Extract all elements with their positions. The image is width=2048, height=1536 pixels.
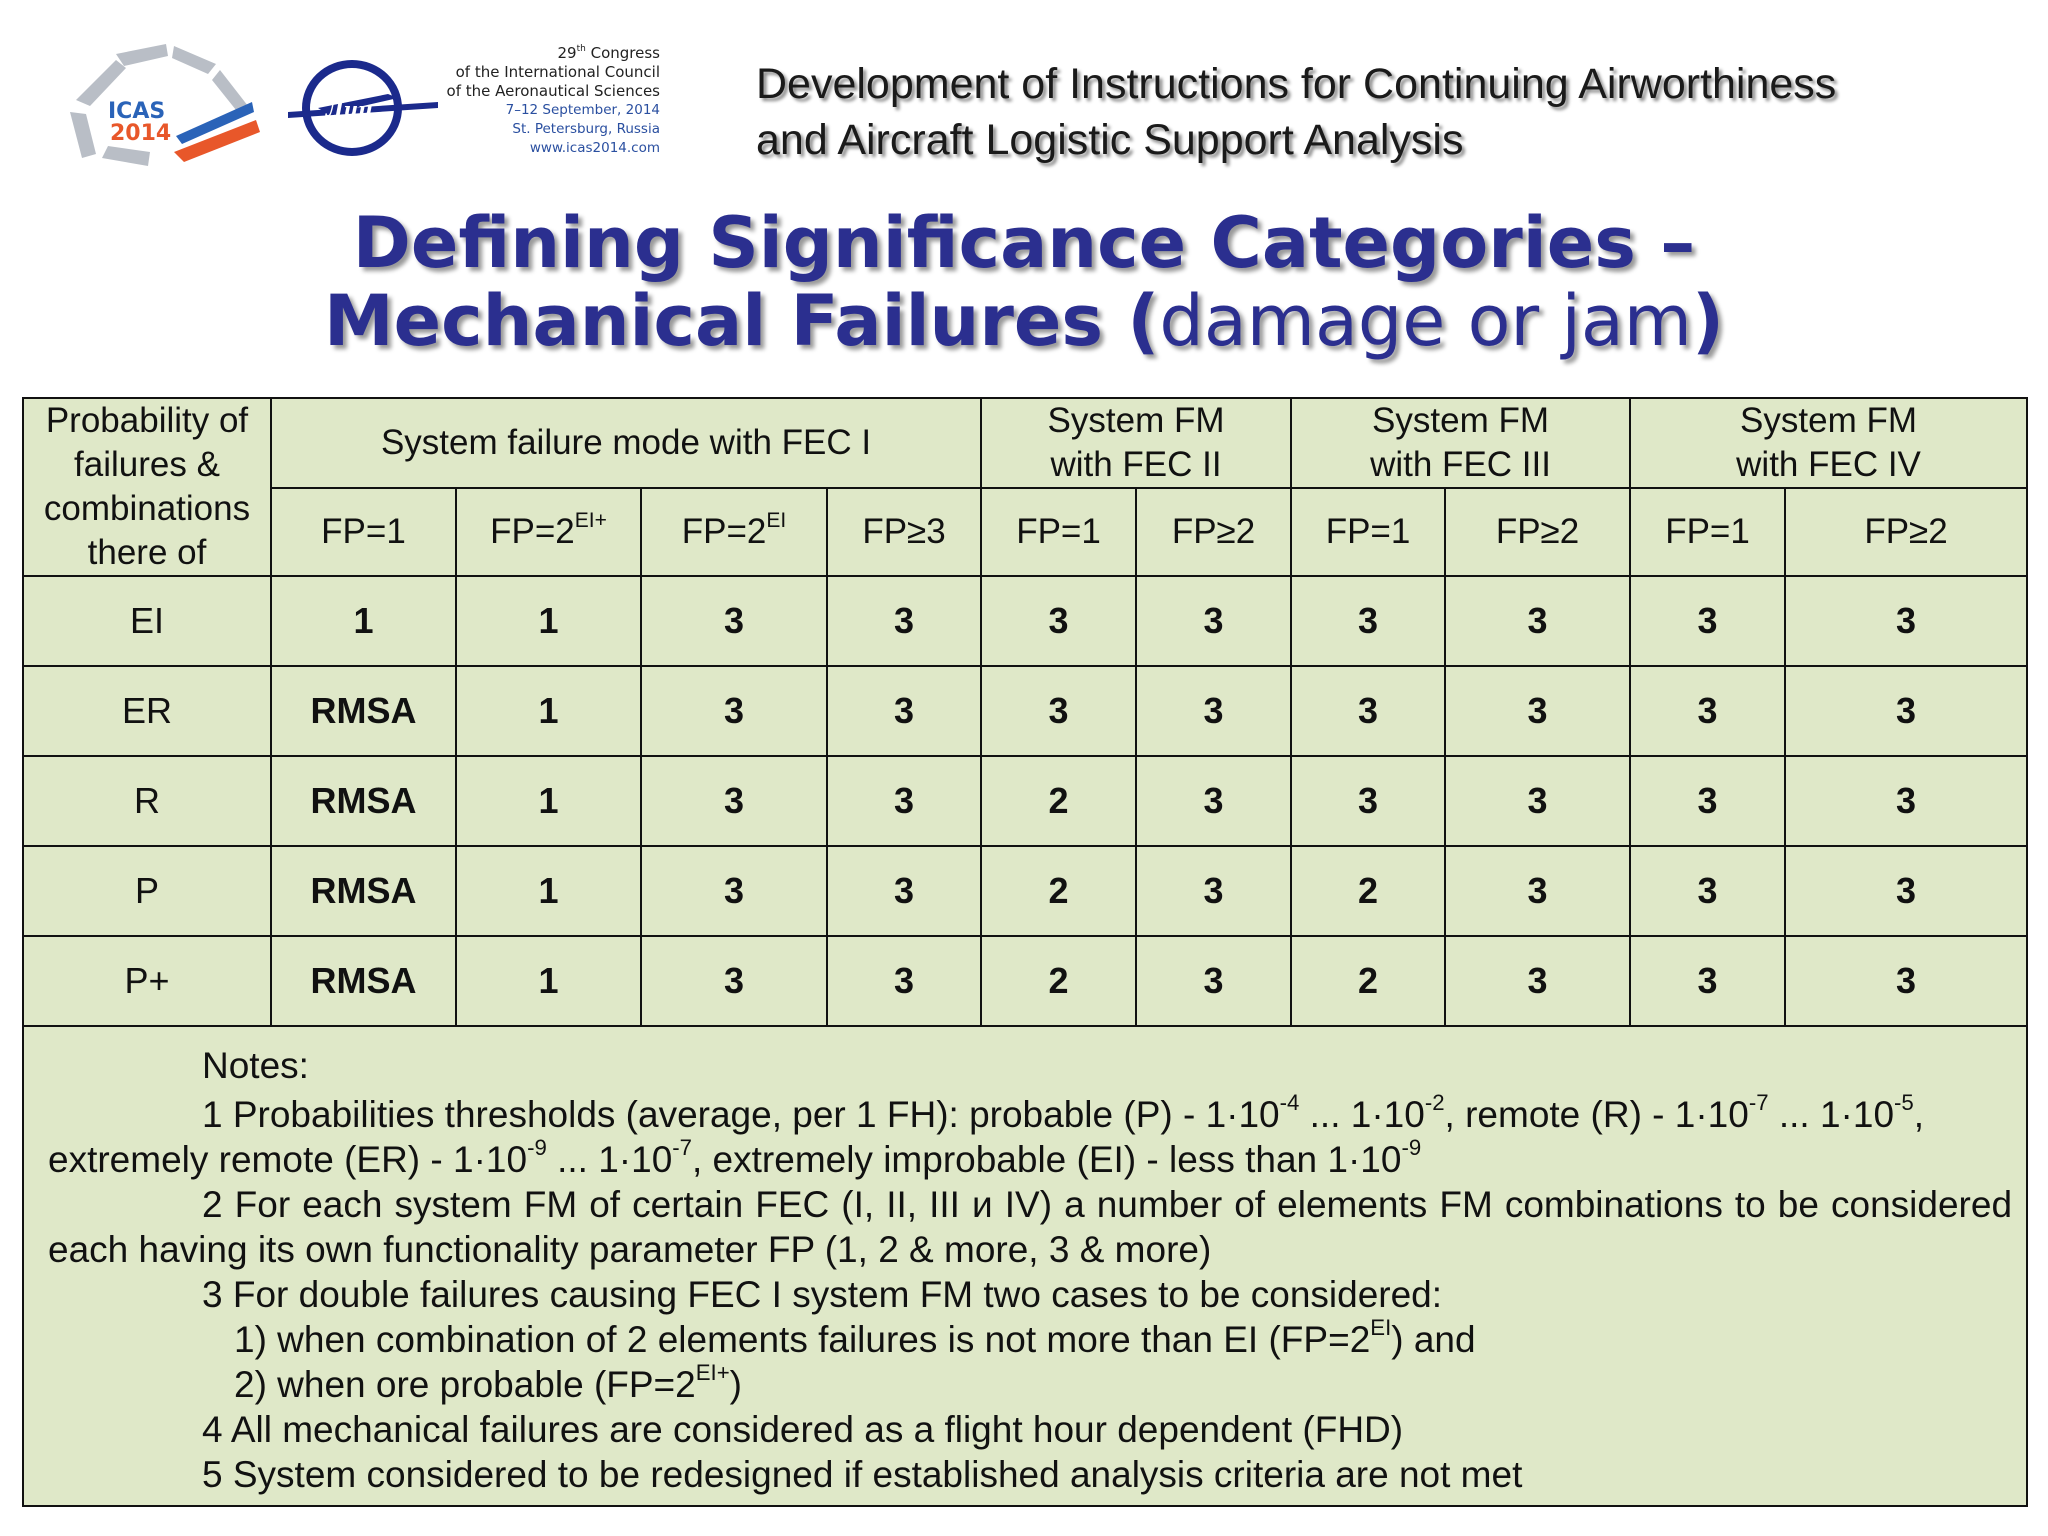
note-1-line-1: 1 Probabilities thresholds (average, per 1 FH): probable $(P) - 1\cdot 10^{-4}$ ... $1\cdot 10^{-2}$, remote $(R) - 1\cdot 10^{-7}$ ... $1\cdot 10^{-5}$, [202,1090,1925,1135]
significance-category-cell: 3 [1291,756,1445,846]
table-row [23,756,2027,846]
significance-category-cell: 1 [456,846,641,936]
significance-category-cell: 3 [827,846,981,936]
congress-location: St. Petersburg, Russia [512,121,660,137]
significance-category-cell: 3 [1445,936,1630,1026]
significance-category-cell: 3 [641,576,827,666]
significance-category-cell: 2 [1291,846,1445,936]
note-3-case-2: 2) when ore probable $(FP=2^{EI+})$ [234,1360,742,1405]
significance-category-cell: 3 [641,846,827,936]
probability-label-cell: P+ [23,936,271,1026]
significance-category-cell: 1 [456,936,641,1026]
significance-category-cell: RMSA [271,846,456,936]
significance-category-cell: 2 [981,756,1136,846]
significance-category-cell: 3 [1630,846,1785,936]
table-row [23,936,2027,1026]
subheader-cell: $FP=2^{EI}$ [641,488,827,576]
subheader-cell: $FP=2^{EI+}$ [456,488,641,576]
slide-title [0,204,2048,360]
notes-cell [23,1026,2027,1506]
significance-category-cell: 3 [1630,576,1785,666]
congress-line-2: of the International Council [455,63,660,81]
congress-info [440,44,660,158]
significance-category-cell: 3 [1136,666,1291,756]
probability-label-cell: R [23,756,271,846]
subheader-cell: FP=1 [981,488,1136,576]
notes-heading: Notes: [202,1045,309,1086]
presentation-title [756,56,1836,168]
significance-category-cell: 2 [1291,936,1445,1026]
significance-category-cell: 1 [456,576,641,666]
svg-text:ICAS: ICAS [108,99,166,124]
significance-category-cell: 3 [1136,756,1291,846]
subheader-cell: FP≥2 [1785,488,2027,576]
significance-category-cell: 3 [1445,666,1630,756]
significance-category-cell: 3 [1136,846,1291,936]
notes-row [23,1026,2027,1506]
svg-text:2014: 2014 [110,121,172,146]
significance-category-cell: 3 [1785,936,2027,1026]
table-row [23,846,2027,936]
significance-category-cell: 3 [1136,576,1291,666]
significance-category-cell: 3 [1785,576,2027,666]
table-row [23,576,2027,666]
significance-category-cell: 3 [1630,666,1785,756]
subheader-cell: FP≥3 [827,488,981,576]
note-3: 3 For double failures causing FEC I system FM two cases to be considered: [202,1274,1443,1315]
note-1-line-2: extremely remote $(ER) - 1\cdot 10^{-9}$ ... $1\cdot 10^{-7}$, extremely improbable (EI) - less than $1\cdot 10^{-9}$ [48,1135,1422,1180]
group-header-fec-1: System failure mode with FEC I [271,398,981,488]
table-subheader-row [23,488,2027,576]
significance-category-cell: 1 [456,756,641,846]
congress-website: www.icas2014.com [529,140,660,156]
icas-2014-logo [56,40,266,170]
congress-line-3: of the Aeronautical Sciences [446,82,660,100]
probability-label-cell: EI [23,576,271,666]
significance-category-cell: 3 [1445,576,1630,666]
significance-category-cell: 3 [981,666,1136,756]
subheader-cell: FP≥2 [1445,488,1630,576]
probability-label-cell: P [23,846,271,936]
presentation-title-line-1: Development of Instructions for Continuing Airworthiness [756,60,1837,108]
aircraft-emblem-logo [288,58,438,158]
significance-category-cell: RMSA [271,666,456,756]
subheader-cell: FP=1 [1630,488,1785,576]
table-header-row [23,398,2027,488]
significance-category-cell: RMSA [271,756,456,846]
probability-label-cell: ER [23,666,271,756]
significance-category-cell: 3 [1785,756,2027,846]
significance-category-cell: 3 [641,756,827,846]
significance-category-cell: 3 [1291,576,1445,666]
significance-category-cell: 3 [827,666,981,756]
significance-category-cell: 3 [827,756,981,846]
note-3-case-1: 1) when combination of 2 elements failures is not more than EI $(FP=2^{EI})$ and [234,1315,1476,1360]
group-header-fec-4: System FM with FEC IV [1630,398,2027,488]
significance-category-cell: 3 [1445,756,1630,846]
note-4: 4 All mechanical failures are considered as a flight hour dependent (FHD) [202,1409,1404,1450]
significance-category-cell: 3 [1785,846,2027,936]
significance-category-cell: 3 [1136,936,1291,1026]
note-2: 2 For each system FM of certain FEC (I, II, III и IV) a number of elements FM combinations to be considered each having its own functionality parameter FP (1, 2 & more, 3 & more) [48,1184,2013,1270]
presentation-title-line-2: and Aircraft Logistic Support Analysis [756,116,1464,164]
group-header-fec-2: System FM with FEC II [981,398,1291,488]
significance-category-cell: 2 [981,846,1136,936]
significance-category-cell: 1 [271,576,456,666]
significance-category-cell: 1 [456,666,641,756]
congress-dates: 7–12 September, 2014 [505,102,660,118]
subheader-cell: FP≥2 [1136,488,1291,576]
subheader-cell: FP=1 [1291,488,1445,576]
svg-text:Лии: Лии [326,97,373,121]
significance-category-cell: 3 [1630,936,1785,1026]
significance-category-cell: 3 [1291,666,1445,756]
significance-category-cell: RMSA [271,936,456,1026]
significance-table [22,397,2026,1507]
congress-line-1: 29th Congress [557,43,660,62]
significance-category-cell: 3 [827,576,981,666]
note-5: 5 System considered to be redesigned if established analysis criteria are not met [202,1454,1523,1495]
significance-category-cell: 3 [1445,846,1630,936]
significance-category-cell: 3 [981,576,1136,666]
significance-category-cell: 3 [1785,666,2027,756]
slide-title-line-1: Defining Significance Categories – [352,202,1696,284]
significance-category-cell: 3 [1630,756,1785,846]
significance-category-cell: 3 [641,936,827,1026]
significance-category-cell: 2 [981,936,1136,1026]
table-row [23,666,2027,756]
subheader-cell: FP=1 [271,488,456,576]
significance-category-cell: 3 [827,936,981,1026]
group-header-fec-3: System FM with FEC III [1291,398,1630,488]
slide-title-line-2: Mechanical Failures (damage or jam) [324,280,1724,362]
significance-category-cell: 3 [641,666,827,756]
row-header-cell: Probability of failures & combinations there of [23,398,271,576]
